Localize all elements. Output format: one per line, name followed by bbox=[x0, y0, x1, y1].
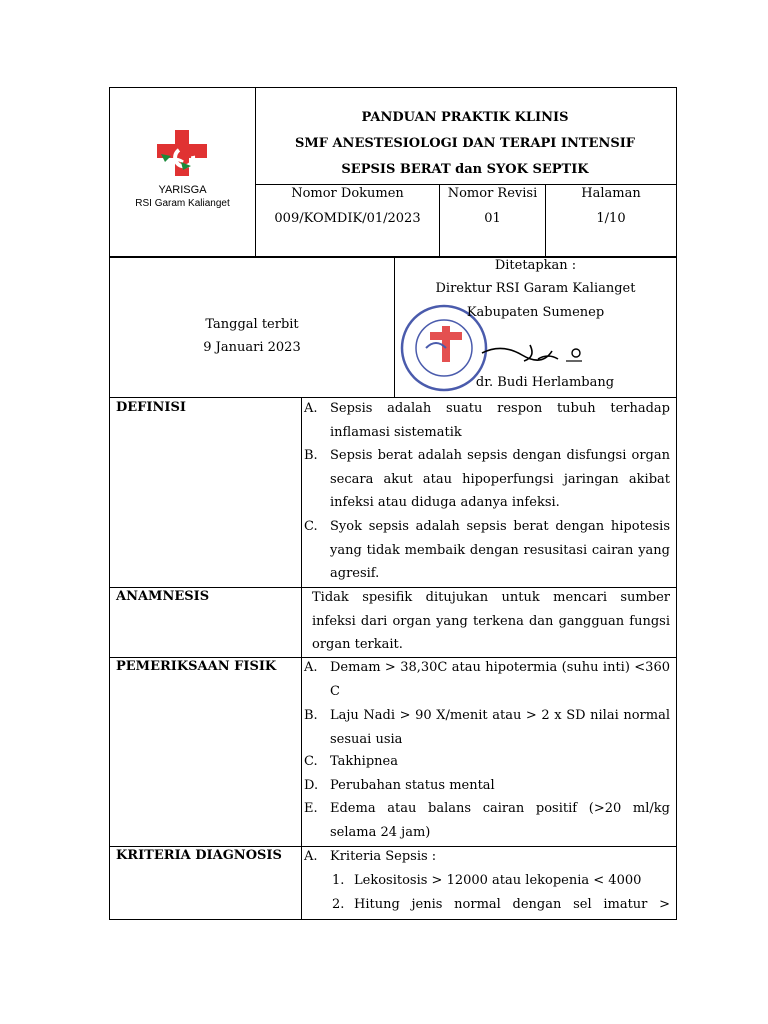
list-item bbox=[304, 797, 670, 844]
list-text: Lekositosis > 12000 atau lekopenia < 4000 bbox=[354, 873, 642, 888]
list-item bbox=[304, 750, 670, 774]
list-marker: A. bbox=[304, 849, 318, 864]
revision-label: Nomor Revisi bbox=[447, 186, 538, 201]
list-marker: 2. bbox=[332, 897, 345, 912]
revision-value: 01 bbox=[484, 211, 501, 226]
hospital-logo bbox=[120, 128, 245, 213]
set-label: Ditetapkan : bbox=[494, 258, 577, 273]
list-item bbox=[304, 656, 670, 703]
list-text: Demam > 38,30C atau hipotermia (suhu inti) <360 C bbox=[330, 660, 670, 699]
anamnesis-text: Tidak spesifik ditujukan untuk mencari sumber infeksi dari organ yang terkena dan gangguan fungsi organ terkait. bbox=[312, 590, 670, 652]
section-label-pemeriksaan: PEMERIKSAAN FISIK bbox=[116, 659, 277, 674]
director-title: Direktur RSI Garam Kalianget bbox=[435, 281, 636, 296]
list-item bbox=[304, 397, 670, 444]
cross-logo-icon bbox=[155, 128, 215, 184]
list-marker: 1. bbox=[332, 873, 345, 888]
list-item bbox=[304, 704, 670, 751]
list-item bbox=[304, 774, 670, 798]
list-marker: C. bbox=[304, 754, 318, 769]
list-text: Sepsis adalah suatu respon tubuh terhadap inflamasi sistematik bbox=[330, 401, 670, 440]
sub-list-item bbox=[332, 893, 670, 917]
doc-title-2: SMF ANESTESIOLOGI DAN TERAPI INTENSIF bbox=[294, 136, 636, 151]
logo-org: RSI Garam Kalianget bbox=[135, 198, 230, 209]
list-text: Sepsis berat adalah sepsis dengan disfungsi organ secara akut atau hipoperfungsi jaringan akibat infeksi atau diduga adanya infeksi. bbox=[330, 448, 670, 510]
section-label-anamnesis: ANAMNESIS bbox=[116, 589, 210, 604]
list-text: Perubahan status mental bbox=[330, 778, 495, 793]
signature-icon bbox=[478, 335, 588, 369]
list-text: Hitung jenis normal dengan sel imatur > bbox=[354, 897, 670, 912]
section-label-definisi: DEFINISI bbox=[116, 400, 186, 415]
list-text: Takhipnea bbox=[330, 754, 398, 769]
section-label-kriteria: KRITERIA DIAGNOSIS bbox=[116, 848, 282, 863]
regency: Kabupaten Sumenep bbox=[466, 305, 605, 320]
page-label: Halaman bbox=[581, 186, 641, 201]
list-item bbox=[304, 515, 670, 586]
list-text: Kriteria Sepsis : bbox=[330, 849, 437, 864]
list-marker: D. bbox=[304, 778, 319, 793]
doc-number-label: Nomor Dokumen bbox=[291, 186, 404, 201]
list-marker: B. bbox=[304, 708, 318, 723]
list-text: Edema atau balans cairan positif (>20 ml/kg selama 24 jam) bbox=[330, 801, 670, 840]
issue-date-value: 9 Januari 2023 bbox=[203, 340, 301, 355]
doc-number-value: 009/KOMDIK/01/2023 bbox=[274, 211, 421, 226]
list-item bbox=[304, 444, 670, 515]
page-value: 1/10 bbox=[596, 211, 626, 226]
issue-date-label: Tanggal terbit bbox=[205, 317, 299, 332]
list-marker: B. bbox=[304, 448, 318, 463]
list-text: Laju Nadi > 90 X/menit atau > 2 x SD nilai normal sesuai usia bbox=[330, 708, 670, 747]
signer-name: dr. Budi Herlambang bbox=[475, 375, 615, 390]
list-marker: C. bbox=[304, 519, 318, 534]
list-marker: E. bbox=[304, 801, 318, 816]
list-marker: A. bbox=[304, 401, 318, 416]
list-marker: A. bbox=[304, 660, 318, 675]
doc-title-1: PANDUAN PRAKTIK KLINIS bbox=[361, 110, 569, 125]
sub-list-item bbox=[332, 869, 670, 893]
logo-name: YARISGA bbox=[158, 184, 207, 196]
doc-title-3: SEPSIS BERAT dan SYOK SEPTIK bbox=[341, 162, 589, 177]
list-item bbox=[304, 845, 670, 869]
list-text: Syok sepsis adalah sepsis berat dengan hipotesis yang tidak membaik dengan resusitasi cairan yang agresif. bbox=[330, 519, 670, 581]
